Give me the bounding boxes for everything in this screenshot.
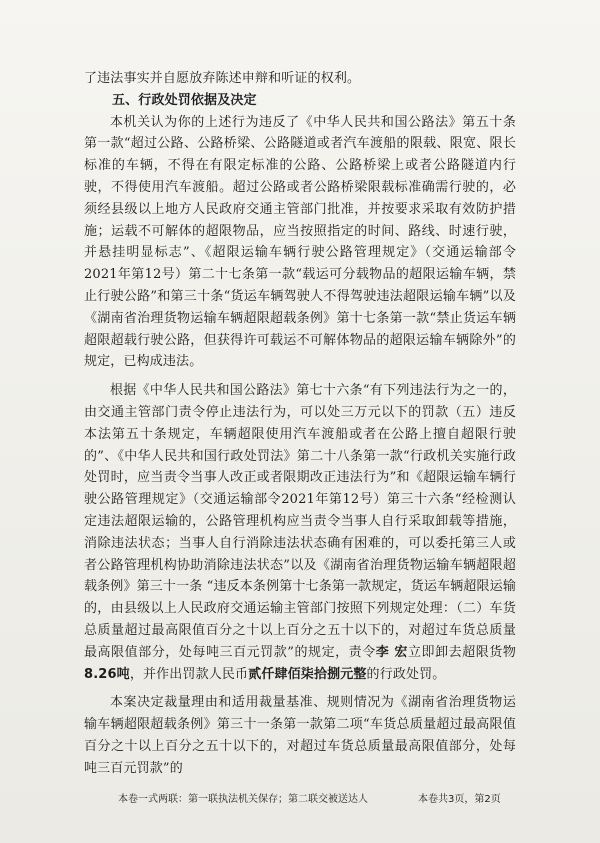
paragraph-penalty-basis <box>84 380 516 685</box>
paragraph-discretion: 本案决定裁量理由和适用裁量基准、规则情况为《湖南省治理货物运输车辆超限超载条例》第三十一条第一款第二项“车货总质量超过最高限值百分之十以上百分之五十以下的，对超过车货总质量最高限值部分，处每吨三百元罚款”的 <box>84 695 516 776</box>
penalty-text-2: 立即卸去超限货物 <box>407 644 516 660</box>
overload-weight: 8.26吨 <box>84 666 130 682</box>
document-body <box>84 68 516 780</box>
penalty-text-3: ，并作出罚款人民币 <box>129 666 249 682</box>
footer-copies-note: 本卷一式两联：第一联执法机关保存；第二联交被送达人 <box>118 794 368 805</box>
paragraph-violation: 本机关认为你的上述行为违反了《中华人民共和国公路法》第五十条第一款“超过公路、公路桥梁、公路隧道或者汽车渡船的限载、限宽、限长标准的车辆，不得在有限定标准的公路、公路桥梁上或者公路隧道内行驶，不得使用汽车渡船。超过公路或者公路桥梁限载标准确需行驶的，必须经县级以上地方人民政府交通主管部门批准，并按要求采取有效防护措施；运载不可解体的超限物品，应当按照指定的时间、路线、时速行驶，并悬挂明显标志”、《超限运输车辆行驶公路管理规定》（交通运输部令2021年第12号）第二十七条第一款“载运可分载物品的超限运输车辆，禁止行驶公路”和第三十条“货运车辆驾驶人不得驾驶违法超限运输车辆”以及《湖南省治理货物运输车辆超限超载条例》第十七条第一款“禁止货运车辆超限超载行驶公路，但获得许可载运不可解体物品的超限运输车辆除外”的规定，已构成违法。 <box>84 114 516 370</box>
party-name: 李 宏 <box>375 644 408 660</box>
section-heading: 五、行政处罚依据及决定 <box>112 92 257 108</box>
penalty-text-4: 的行政处罚。 <box>366 666 446 682</box>
footer-page-number: 本卷共3页，第2页 <box>418 794 501 805</box>
penalty-basis-text: 根据《中华人民共和国公路法》第七十六条“有下列违法行为之一的，由交通主管部门责令停止违法行为，可以处三万元以下的罚款（五）违反本法第五十条规定，车辆超限使用汽车渡船或者在公路上擅自超限行驶的”、《中华人民共和国行政处罚法》第二十八条第一款“行政机关实施行政处罚时，应当责令当事人改正或者限期改正违法行为”和《超限运输车辆行驶公路管理规定》（交通运输部令2021年第12号）第三十六条“经检测认定违法超限运输的，公路管理机构应当责令当事人自行采取卸载等措施，消除违法状态；当事人自行消除违法状态确有困难的，可以委托第三人或者公路管理机构协助消除违法状态”以及《湖南省治理货物运输车辆超限超载条例》第三十一条 “违反本条例第十七条第一款规定，货运车辆超限运输的，由县级以上人民政府交通运输主管部门按照下列规定处理：（二）车货总质量超过最高限值百分之十以上百分之五十以下的，对超过车货总质量最高限值部分，处每吨三百元罚款”的规定，责令 <box>84 383 516 660</box>
fine-amount: 贰仟肆佰柒拾捌元整 <box>248 666 367 682</box>
paragraph-continuation: 了违法事实并自愿放弃陈述申辩和听证的权利。 <box>84 71 361 86</box>
